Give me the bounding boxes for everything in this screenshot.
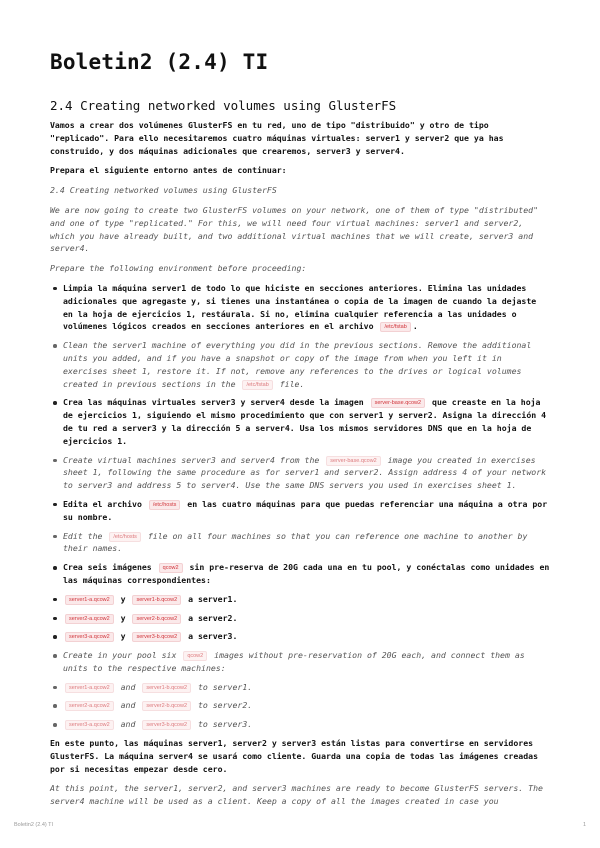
list-item: [63, 718, 550, 731]
item-text: a server1.: [188, 593, 238, 604]
list-item: [63, 649, 550, 675]
list-item: [63, 282, 550, 333]
intro-paragraph-es: Vamos a crear dos volúmenes GlusterFS en tu red, uno de tipo "distribuido" y otro de tipo "replicado". Para ello necesitaremos cuatro máquinas virtuales: server1 y server2 que ya has construido, y dos máquinas adicionales que crearemos, server3 y server4.: [50, 120, 504, 156]
code-image: server3-b.qcow2: [142, 720, 191, 730]
item-text: a server2.: [188, 612, 238, 623]
item-text: image you created in exercises sheet 1, following the same procedure as for server1 and server2. Assign address 4 of your network to server3 and address 5 to server4. Use the same DNS servers you used in exercises sheet 1.: [63, 454, 547, 491]
code-image: server1-a.qcow2: [65, 595, 114, 605]
item-text: .: [412, 321, 418, 332]
list-item: [63, 396, 550, 447]
page-number: 1: [582, 822, 586, 828]
item-text: file.: [279, 378, 305, 389]
code-fstab: /etc/fstab: [380, 322, 410, 332]
list-item: [63, 681, 550, 694]
footer-title: Boletin2 (2.4) TI: [14, 822, 54, 828]
item-text: and: [120, 719, 136, 730]
code-fstab: /etc/fstab: [242, 380, 272, 390]
intro-paragraph-en: We are now going to create two GlusterFS volumes on your network, one of them of type "distributed" and one of type "replicated." For this, we will need four virtual machines: server1 and server2, which you have already built, and two additional virtual machines that we will create, server3 and server4.: [50, 204, 538, 254]
code-qcow2: qcow2: [159, 563, 183, 573]
code-server-base: server-base.qcow2: [371, 398, 425, 408]
list-item: [63, 530, 550, 556]
code-image: server1-a.qcow2: [65, 683, 114, 693]
prepare-text-en: Prepare the following environment before proceeding:: [50, 263, 307, 274]
item-text: a server3.: [188, 631, 238, 642]
list-item: [63, 561, 550, 587]
code-image: server3-a.qcow2: [65, 720, 114, 730]
item-text: y: [120, 631, 126, 642]
section-heading: 2.4 Creating networked volumes using GlusterFS: [50, 98, 397, 113]
item-text: file on all four machines so that you can reference one machine to another by their names.: [63, 530, 528, 554]
closing-paragraph-es: En este punto, las máquinas server1, server2 y server3 están listas para convertirse en servidores GlusterFS. La máquina server4 se usará como cliente. Guarda una copia de todas las imágenes creadas por si necesitas empezar desde cero.: [50, 738, 538, 774]
code-hosts: /etc/hosts: [109, 532, 141, 542]
closing-paragraph-en: At this point, the server1, server2, and server3 machines are ready to become GlusterFS servers. The server4 machine will be used as a client. Keep a copy of all the images created in case you: [50, 783, 543, 807]
item-text: que creaste en la hoja de ejercicios 1, siguiendo el mismo procedimiento que con server1 y server2. Asigna la dirección 4 de tu red a server3 y la dirección 5 a server4. Usa los mismos servidores DNS que en la hoja de ejercicios 1.: [63, 397, 547, 446]
item-text: Crea las máquinas virtuales server3 y server4 desde la imagen: [63, 397, 364, 408]
item-text: images without pre-reservation of 20G each, and connect them as units to the respective machines:: [63, 650, 525, 673]
list-item: [63, 498, 550, 524]
list-item: [63, 593, 550, 606]
code-image: server2-b.qcow2: [142, 701, 191, 711]
list-item: [63, 339, 550, 390]
page-content: [50, 50, 550, 815]
item-text: Create virtual machines server3 and server4 from the: [63, 454, 320, 465]
code-image: server2-a.qcow2: [65, 701, 114, 711]
code-image: server2-b.qcow2: [132, 614, 181, 624]
code-image: server3-b.qcow2: [132, 632, 181, 642]
item-text: sin pre-reserva de 20G cada una en tu pool, y conéctalas como unidades en las máquinas correspondientes:: [63, 562, 550, 585]
item-text: Edita el archivo: [63, 498, 142, 509]
subheading-en: 2.4 Creating networked volumes using GlusterFS: [50, 185, 277, 196]
item-text: y: [120, 593, 126, 604]
code-hosts: /etc/hosts: [149, 500, 181, 510]
item-text: to server3.: [197, 719, 253, 730]
item-text: and: [120, 681, 136, 692]
item-text: Limpia la máquina server1 de todo lo que hiciste en secciones anteriores. Elimina las unidades adicionales que agregaste y, si tienes una instantánea o copia de la imagen de cuando la dejaste en la hoja de ejercicios 1, restáurala. Si no, elimina cualquier referencia a las unidades o volúmenes lógicos creados en secciones anteriores en el archivo: [63, 282, 537, 332]
item-text: to server2.: [197, 700, 253, 711]
document-title: Boletin2 (2.4) TI: [50, 50, 269, 74]
item-text: y: [120, 612, 126, 623]
prepare-text-es: Prepara el siguiente entorno antes de continuar:: [50, 165, 287, 176]
list-item: [63, 630, 550, 643]
item-text: and: [120, 700, 136, 711]
code-server-base: server-base.qcow2: [326, 456, 380, 466]
code-image: server1-b.qcow2: [132, 595, 181, 605]
list-item: [63, 699, 550, 712]
item-text: Clean the server1 machine of everything you did in the previous sections. Remove the additional units you added, and if you have a snapshot or copy of the image from when you left it in exercises sheet 1, restore it. If not, remove any references to the drives or logical volumes created in previous sections in the: [63, 340, 532, 389]
list-item: [63, 454, 550, 492]
code-qcow2: qcow2: [183, 651, 207, 661]
code-image: server1-b.qcow2: [142, 683, 191, 693]
item-text: Crea seis imágenes: [63, 562, 152, 573]
list-item: [63, 612, 550, 625]
item-text: Create in your pool six: [63, 650, 177, 661]
item-text: en las cuatro máquinas para que puedas referenciar una máquina a otra por su nombre.: [63, 498, 548, 522]
item-text: Edit the: [63, 530, 103, 541]
environment-list: [50, 282, 550, 731]
code-image: server2-a.qcow2: [65, 614, 114, 624]
item-text: to server1.: [197, 681, 253, 692]
code-image: server3-a.qcow2: [65, 632, 114, 642]
